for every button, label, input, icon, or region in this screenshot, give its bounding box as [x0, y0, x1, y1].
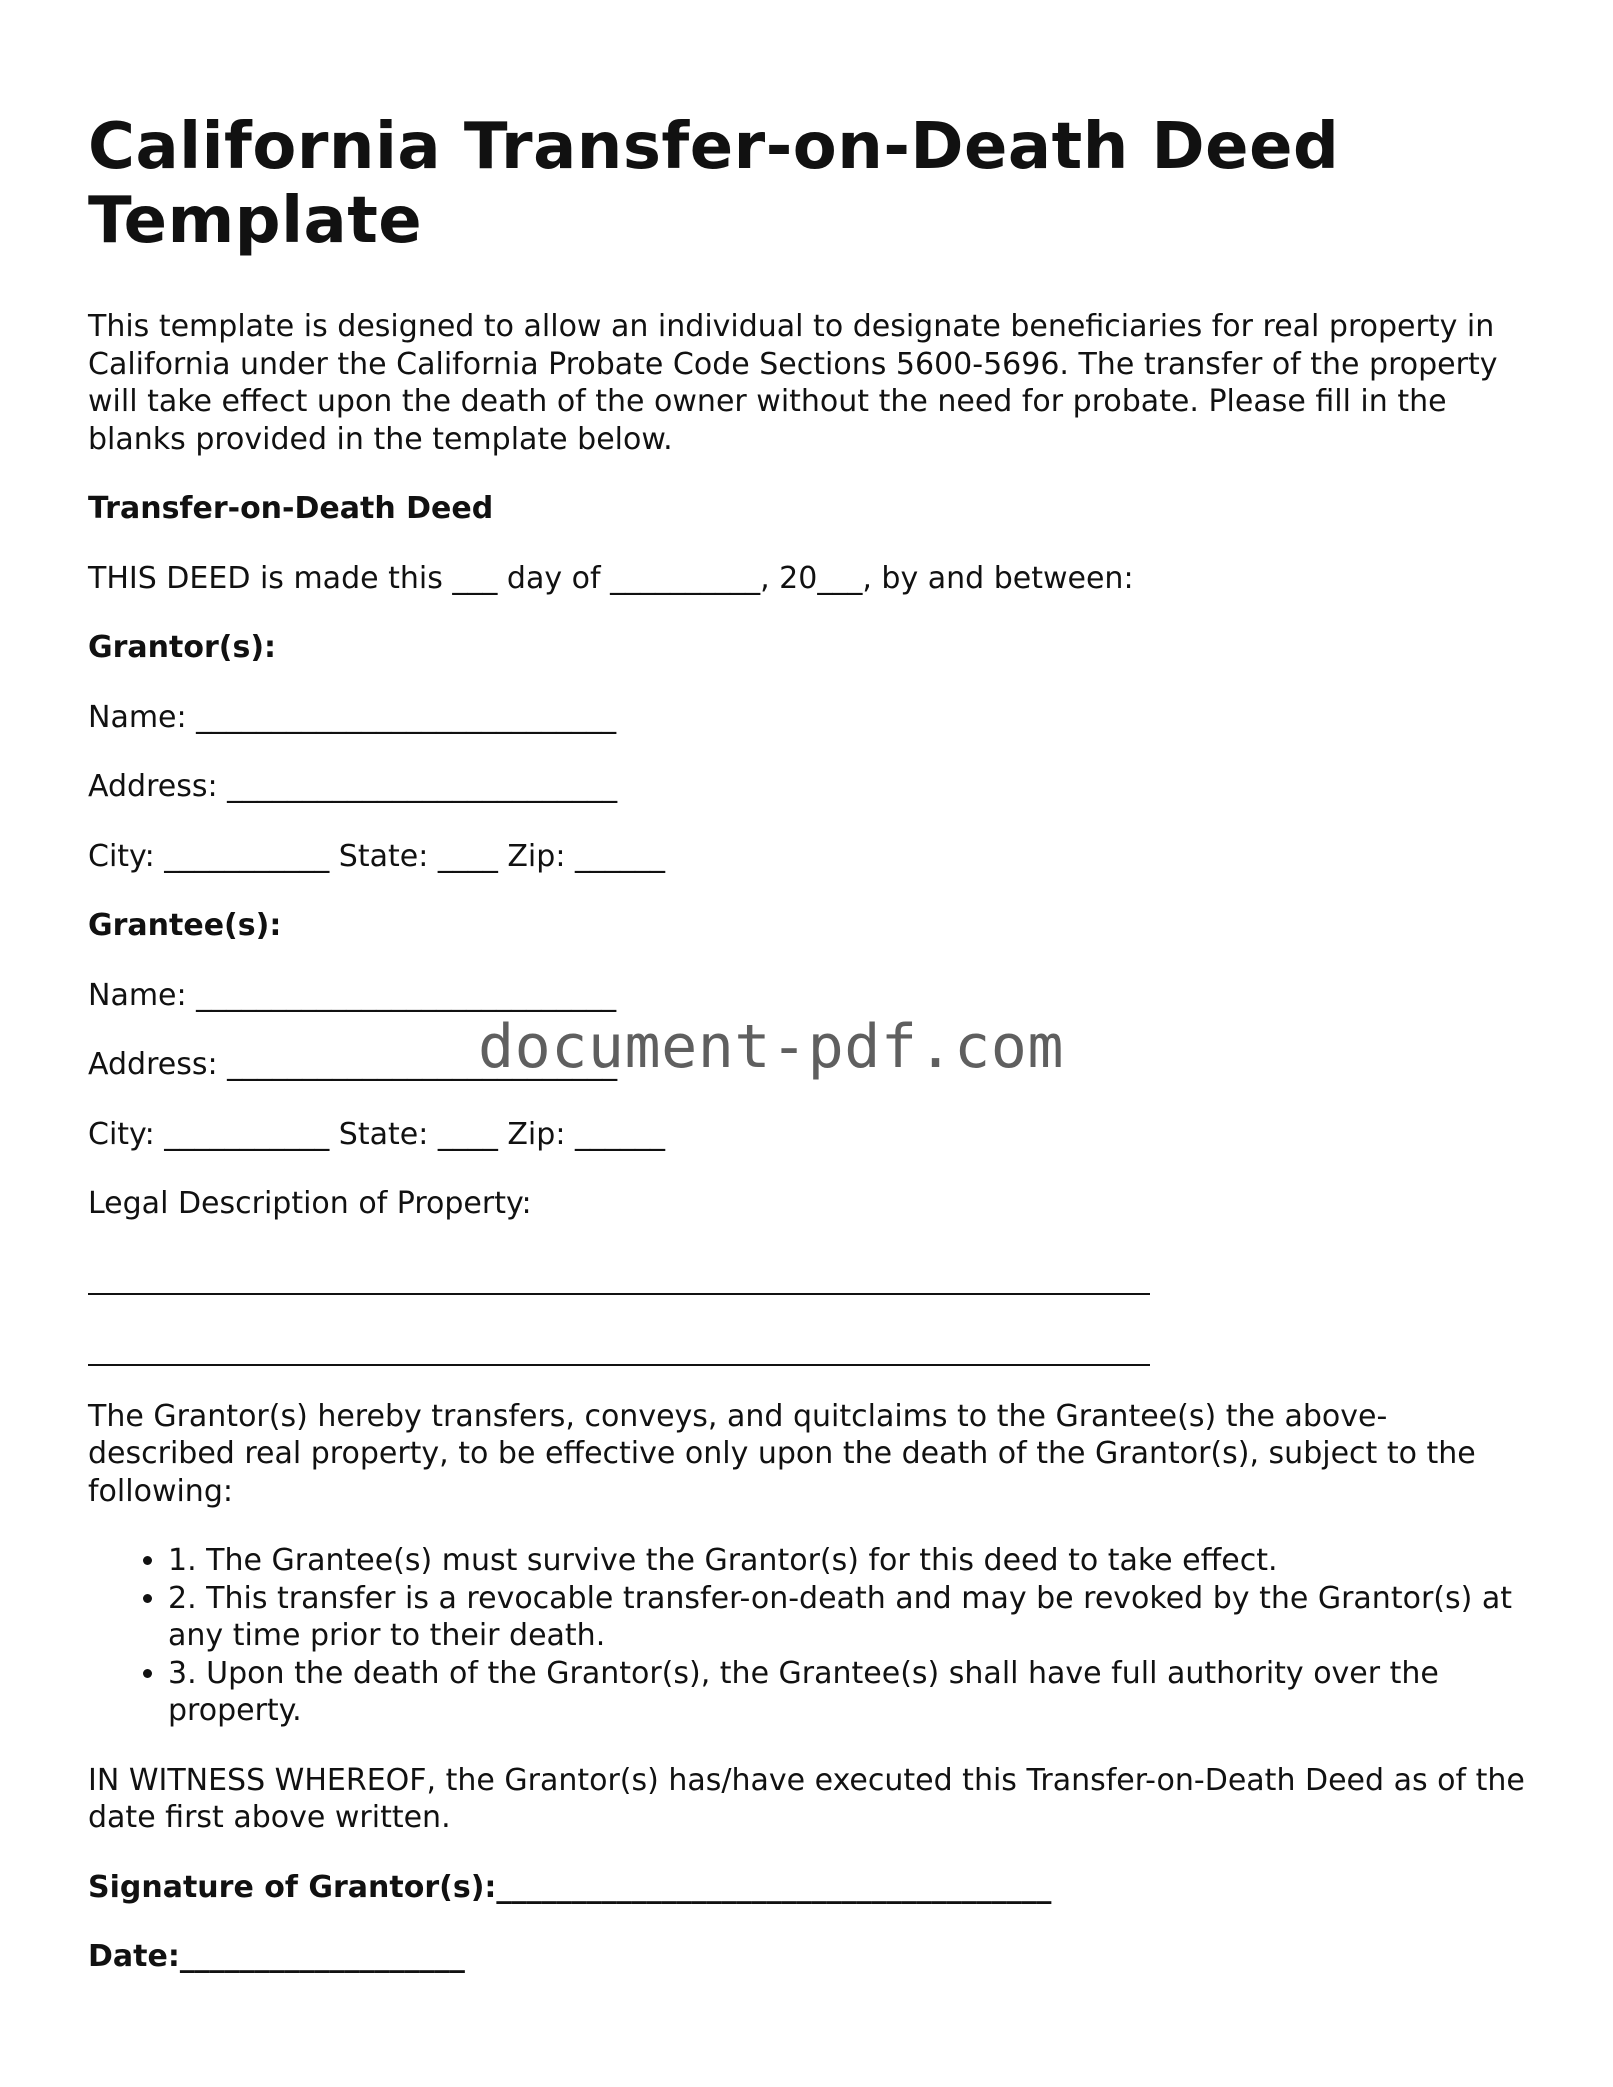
date-line: Date:___________________: [88, 1939, 465, 1974]
legal-description-label: Legal Description of Property:: [88, 1186, 532, 1221]
deed-date-line: THIS DEED is made this ___ day of __________, 20___, by and between:: [88, 560, 1134, 596]
legal-description-line: [88, 1255, 1150, 1295]
conveyance-paragraph: The Grantor(s) hereby transfers, conveys, and quitclaims to the Grantee(s) the above-described real property, to be effective only upon the death of the Grantor(s), subject to the following:: [88, 1398, 1476, 1509]
legal-description-line: [88, 1326, 1150, 1366]
document-page: [88, 110, 1528, 1976]
watermark-text: document-pdf.com: [478, 1012, 1064, 1082]
grantor-address-field: Address: __________________________: [88, 769, 618, 804]
list-item: • 3. Upon the death of the Grantor(s), the Grantee(s) shall have full authority over the property.: [168, 1655, 1528, 1730]
grantee-heading: Grantee(s):: [88, 908, 282, 943]
grantee-address-field: Address: __________________________: [88, 1047, 618, 1082]
witness-paragraph: IN WITNESS WHEREOF, the Grantor(s) has/have executed this Transfer-on-Death Deed as of the date first above written.: [88, 1762, 1525, 1835]
grantee-name-field: Name: ____________________________: [88, 977, 617, 1013]
signature-line: Signature of Grantor(s):_____________________________________: [88, 1869, 1052, 1905]
list-item: • 1. The Grantee(s) must survive the Grantor(s) for this deed to take effect.: [168, 1542, 1528, 1580]
intro-paragraph: This template is designed to allow an individual to designate beneficiaries for real property in California under the California Probate Code Sections 5600-5696. The transfer of the property will take effect upon the death of the owner without the need for probate. Please fill in the blanks provided in the template below.: [88, 309, 1498, 457]
grantee-city-state-zip-field: City: ___________ State: ____ Zip: ______: [88, 1116, 665, 1152]
list-item: • 2. This transfer is a revocable transfer-on-death and may be revoked by the Grantor(s) at any time prior to their death.: [168, 1580, 1528, 1655]
grantor-name-field: Name: ____________________________: [88, 699, 617, 735]
grantor-heading: Grantor(s):: [88, 630, 277, 665]
grantor-city-state-zip-field: City: ___________ State: ____ Zip: ______: [88, 838, 665, 874]
document-title: California Transfer-on-Death Deed Template: [88, 110, 1340, 258]
section-heading: Transfer-on-Death Deed: [88, 491, 494, 526]
conditions-list: [88, 1542, 1528, 1730]
